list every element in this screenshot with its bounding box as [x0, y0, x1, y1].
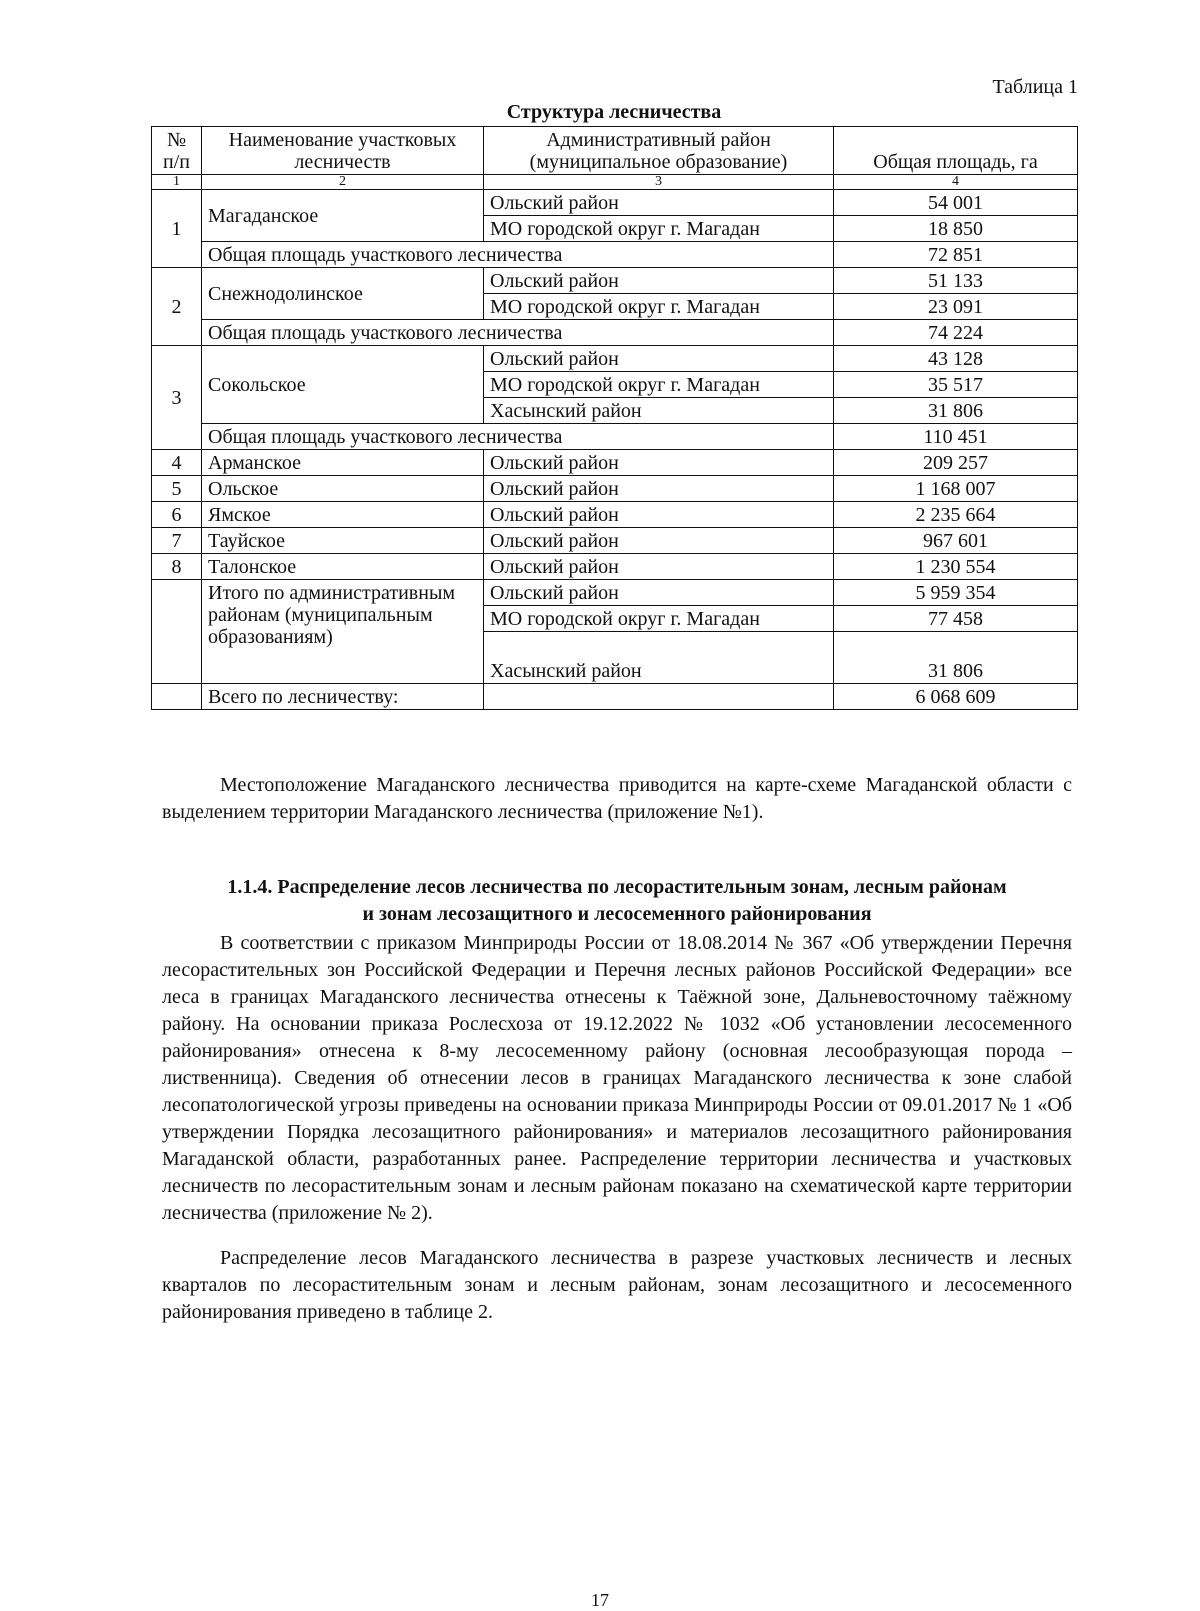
section-heading	[162, 874, 1072, 928]
row-number: 7	[152, 528, 202, 554]
table-title: Структура лесничества	[506, 101, 722, 123]
subtotal-area: 110 451	[834, 424, 1078, 450]
summary-area: 31 806	[834, 632, 1078, 684]
table-row	[152, 554, 1078, 580]
grand-total-area: 6 068 609	[834, 684, 1078, 710]
location-paragraph: Местоположение Магаданского лесничества приводится на карте-схеме Магаданской области с выделением территории Магаданского лесничества (приложение №1).	[162, 774, 1072, 823]
summary-area: 5 959 354	[834, 580, 1078, 606]
summary-label: Итого по административным районам (муниципальным образованиям)	[202, 580, 484, 684]
area-cell: 43 128	[834, 346, 1078, 372]
district-cell: МО городской округ г. Магадан	[484, 372, 834, 398]
forestry-name: Арманское	[202, 450, 484, 476]
subtotal-label: Общая площадь участкового лесничества	[202, 320, 834, 346]
area-cell: 54 001	[834, 190, 1078, 216]
row-number: 6	[152, 502, 202, 528]
grand-total-row	[152, 684, 1078, 710]
page-number: 17	[591, 1590, 609, 1610]
district-cell: Ольский район	[484, 346, 834, 372]
district-cell: Ольский район	[484, 554, 834, 580]
district-cell: Ольский район	[484, 268, 834, 294]
area-cell: 23 091	[834, 294, 1078, 320]
forestry-name: Талонское	[202, 554, 484, 580]
subtotal-row	[152, 242, 1078, 268]
header-district: Административный район (муниципальное образование)	[484, 127, 834, 175]
column-number: 4	[834, 175, 1078, 190]
main-paragraph: В соответствии с приказом Минприроды России от 18.08.2014 № 367 «Об утверждении Перечня лесорастительных зон Российской Федерации и Перечня лесных районов Российской Федерации» все леса в границах Магаданского лесничества отнесены к Таёжной зоне, Дальневосточному таёжному району. На основании приказа Рослесхоза от 19.12.2022 № 1032 «Об установлении лесосеменного районирования» отнесена к 8-му лесосеменному району (основная лесообразующая порода – лиственница). Сведения об отнесении лесов в границах Магаданского лесничества к зоне слабой лесопатологической угрозы приведены на основании приказа Минприроды России от 09.01.2017 № 1 «Об утверждении Порядка лесозащитного районирования» и материалов лесозащитного районирования Магаданской области, разработанных ранее. Распределение территории лесничества и участковых лесничеств по лесорастительным зонам и лесным районам показано на схематической карте территории лесничества (приложение № 2).	[162, 932, 1072, 1224]
header-area: Общая площадь, га	[834, 127, 1078, 175]
area-cell: 209 257	[834, 450, 1078, 476]
district-cell: Ольский район	[484, 450, 834, 476]
grand-total-label: Всего по лесничеству:	[202, 684, 484, 710]
forestry-name: Тауйское	[202, 528, 484, 554]
header-num: № п/п	[152, 127, 202, 175]
table-row	[152, 476, 1078, 502]
district-cell: МО городской округ г. Магадан	[484, 216, 834, 242]
section-heading-line2: и зонам лесозащитного и лесосеменного районирования	[362, 903, 872, 925]
district-cell: Ольский район	[484, 476, 834, 502]
grand-total-district-empty	[484, 684, 834, 710]
row-number: 8	[152, 554, 202, 580]
summary-district: Ольский район	[484, 580, 834, 606]
row-number: 2	[152, 268, 202, 346]
forestry-name: Ямское	[202, 502, 484, 528]
summary-area: 77 458	[834, 606, 1078, 632]
table-row	[152, 450, 1078, 476]
forestry-name: Магаданское	[202, 190, 484, 242]
summary-row	[152, 580, 1078, 606]
subtotal-area: 74 224	[834, 320, 1078, 346]
column-number: 2	[202, 175, 484, 190]
area-cell: 51 133	[834, 268, 1078, 294]
forestry-name: Снежнодолинское	[202, 268, 484, 320]
header-name: Наименование участковых лесничеств	[202, 127, 484, 175]
subtotal-row	[152, 320, 1078, 346]
area-cell: 31 806	[834, 398, 1078, 424]
table-row	[152, 346, 1078, 372]
subtotal-area: 72 851	[834, 242, 1078, 268]
column-number: 3	[484, 175, 834, 190]
table-row	[152, 268, 1078, 294]
table-row	[152, 528, 1078, 554]
district-cell: Ольский район	[484, 528, 834, 554]
forestry-name: Сокольское	[202, 346, 484, 424]
summary-district: МО городской округ г. Магадан	[484, 606, 834, 632]
closing-paragraph: Распределение лесов Магаданского лесничества в разрезе участковых лесничеств и лесных кварталов по лесорастительным зонам и лесным районам, зонам лесозащитного и лесосеменного районирования приведено в таблице 2.	[162, 1247, 1072, 1323]
subtotal-label: Общая площадь участкового лесничества	[202, 242, 834, 268]
row-number: 3	[152, 346, 202, 450]
area-cell: 967 601	[834, 528, 1078, 554]
district-cell: Ольский район	[484, 502, 834, 528]
subtotal-row	[152, 424, 1078, 450]
area-cell: 1 168 007	[834, 476, 1078, 502]
forestry-name: Ольское	[202, 476, 484, 502]
district-cell: Ольский район	[484, 190, 834, 216]
district-cell: МО городской округ г. Магадан	[484, 294, 834, 320]
table-label: Таблица 1	[992, 76, 1078, 98]
row-number: 4	[152, 450, 202, 476]
subtotal-label: Общая площадь участкового лесничества	[202, 424, 834, 450]
section-heading-line1: 1.1.4. Распределение лесов лесничества по лесорастительным зонам, лесным районам	[227, 876, 1007, 898]
summary-num-empty	[152, 580, 202, 684]
table-row	[152, 502, 1078, 528]
forestry-structure-table	[151, 126, 1078, 710]
area-cell: 35 517	[834, 372, 1078, 398]
area-cell: 1 230 554	[834, 554, 1078, 580]
column-number-row	[152, 175, 1078, 190]
table-row	[152, 190, 1078, 216]
row-number: 1	[152, 190, 202, 268]
column-number: 1	[152, 175, 202, 190]
header-row	[152, 127, 1078, 175]
area-cell: 18 850	[834, 216, 1078, 242]
grand-total-num-empty	[152, 684, 202, 710]
area-cell: 2 235 664	[834, 502, 1078, 528]
summary-district: Хасынский район	[484, 632, 834, 684]
district-cell: Хасынский район	[484, 398, 834, 424]
row-number: 5	[152, 476, 202, 502]
